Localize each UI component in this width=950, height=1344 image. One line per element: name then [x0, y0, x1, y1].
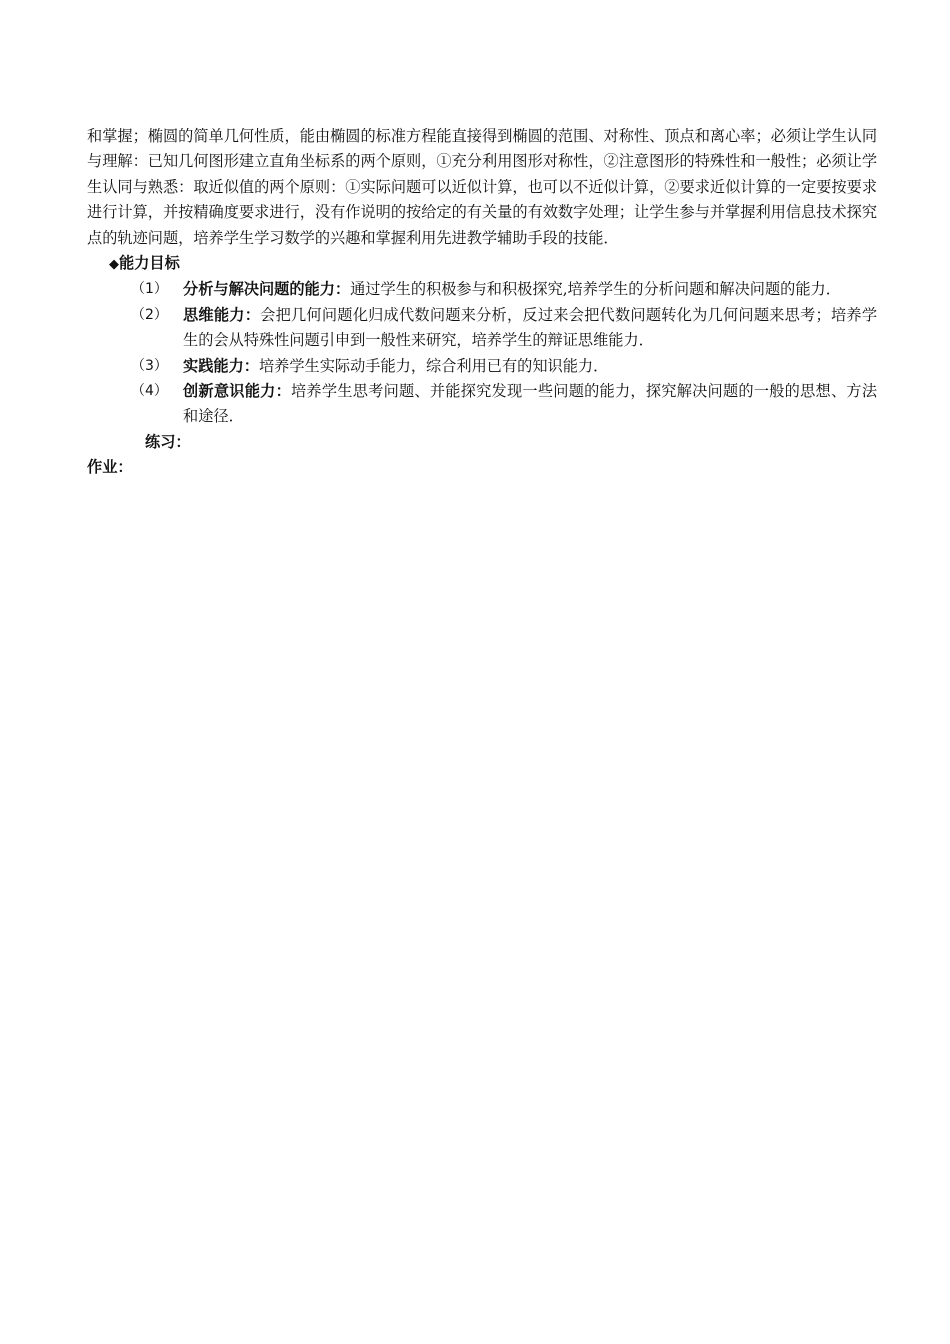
- item-body: [183, 303, 877, 354]
- item-number: （4）: [131, 383, 168, 400]
- item-body: [183, 277, 877, 302]
- ability-item-1: [87, 277, 877, 302]
- ability-item-3: [87, 354, 877, 379]
- ability-heading-text: 能力目标: [119, 254, 180, 273]
- item-title: 分析与解决问题的能力：: [183, 280, 351, 299]
- item-text: 培养学生思考问题、并能探究发现一些问题的能力，探究解决问题的一般的思想、方法和途径．: [183, 382, 878, 426]
- item-text: 会把几何问题化归成代数问题来分析，反过来会把代数问题转化为几何问题来思考；培养学生的会从特殊性问题引申到一般性来研究，培养学生的辩证思维能力．: [183, 305, 878, 350]
- item-title: 创新意识能力：: [183, 382, 291, 401]
- practice-label: 练习：: [145, 432, 191, 451]
- item-body: [183, 354, 877, 379]
- ability-item-2: [87, 303, 877, 354]
- item-title: 思维能力：: [183, 305, 261, 324]
- item-title: 实践能力：: [183, 356, 259, 375]
- item-number: （1）: [131, 281, 168, 298]
- item-text: 培养学生实际动手能力，综合利用已有的知识能力．: [258, 356, 609, 375]
- document-page: [87, 124, 877, 481]
- diamond-bullet-icon: ◆: [109, 257, 119, 273]
- item-number: （3）: [131, 357, 168, 374]
- intro-paragraph: 和掌握；椭圆的简单几何性质，能由椭圆的标准方程能直接得到椭圆的范围、对称性、顶点和离心率；必须让学生认同与理解：已知几何图形建立直角坐标系的两个原则，①充分利用图形对称性，②注意图形的特殊性和一般性；必须让学生认同与熟悉：取近似值的两个原则：①实际问题可以近似计算，也可以不近似计算，②要求近似计算的一定要按要求进行计算，并按精确度要求进行，没有作说明的按给定的有关量的有效数字处理；让学生参与并掌握利用信息技术探究点的轨迹问题，培养学生学习数学的兴趣和掌握利用先进教学辅助手段的技能．: [87, 127, 877, 247]
- item-text: 通过学生的积极参与和积极探究,培养学生的分析问题和解决问题的能力．: [350, 280, 841, 299]
- ability-heading: [87, 251, 877, 277]
- item-body: [183, 379, 877, 430]
- ability-item-4: [87, 379, 877, 430]
- item-number: （2）: [131, 306, 168, 323]
- homework-label: 作业：: [87, 458, 133, 477]
